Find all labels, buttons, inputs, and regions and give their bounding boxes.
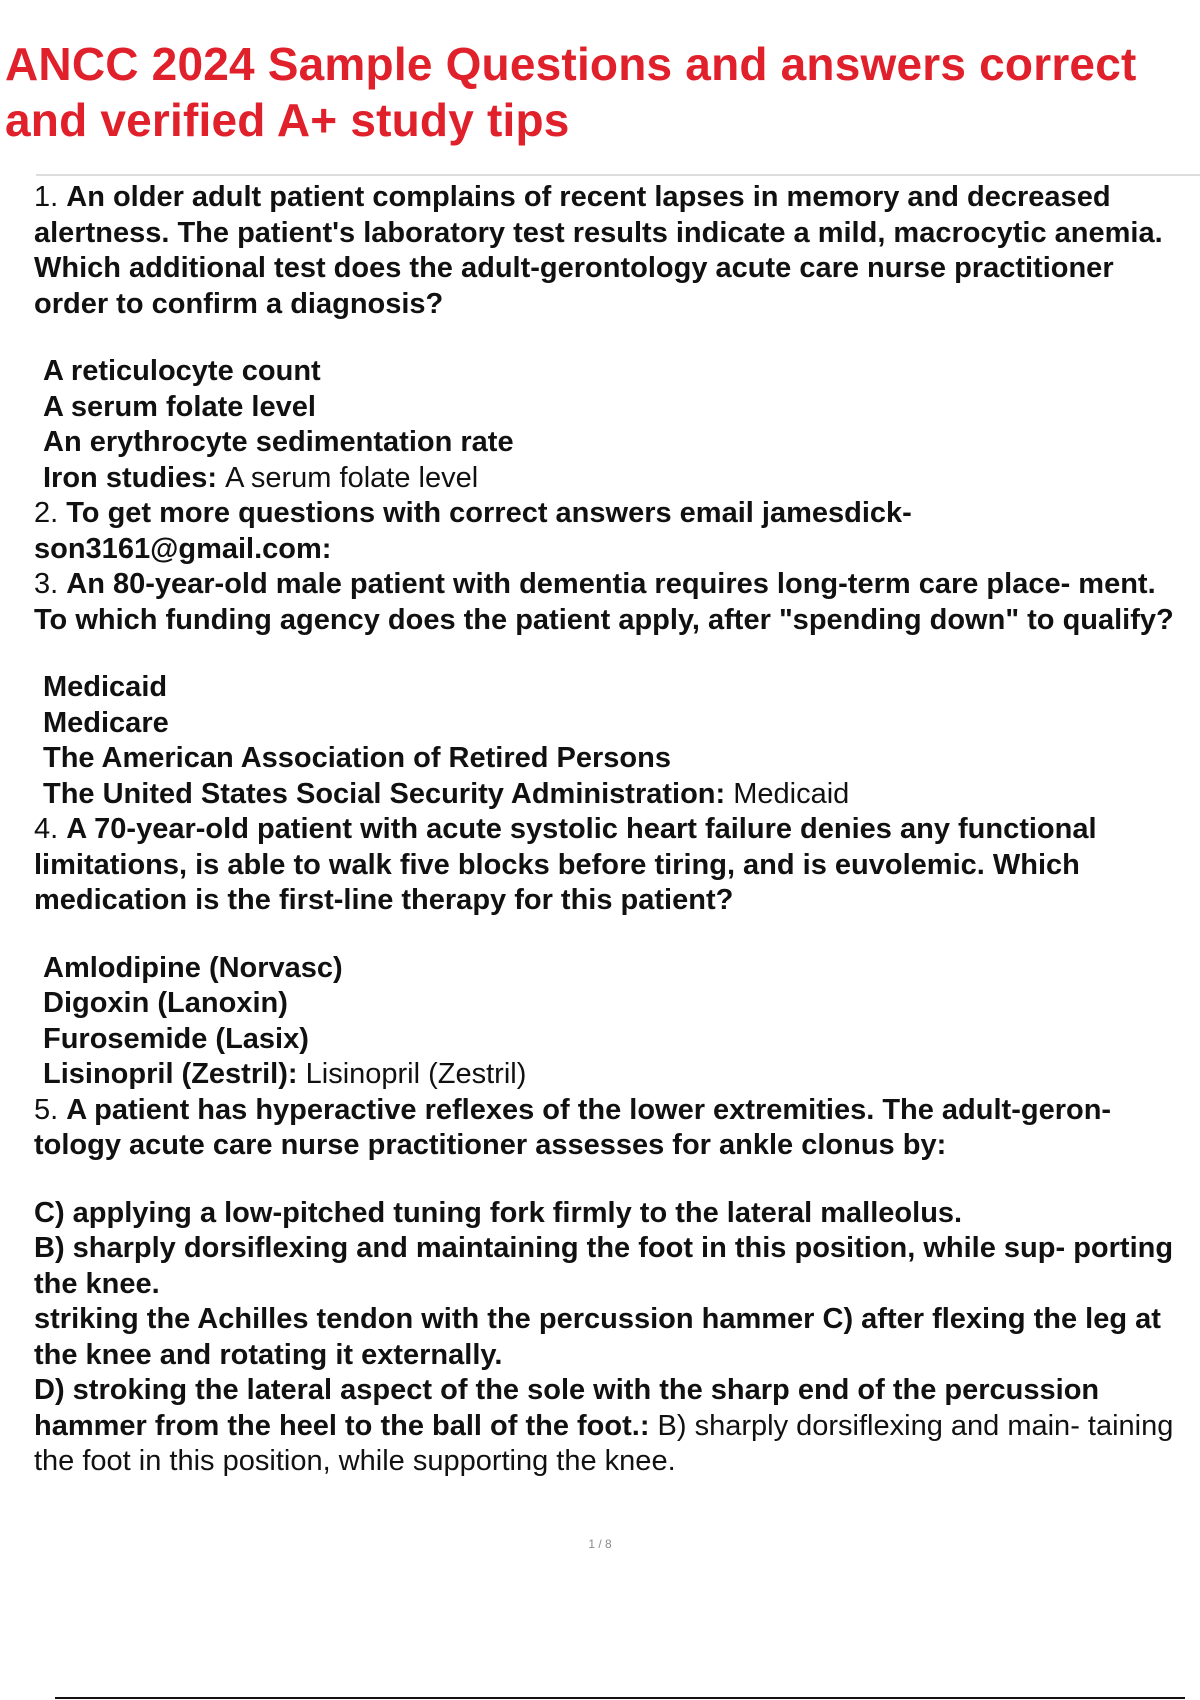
- title-divider: [36, 174, 1200, 176]
- question-number: 3.: [34, 568, 59, 600]
- answer-option: A serum folate level: [43, 390, 316, 423]
- answer-option-last: [43, 461, 1194, 497]
- answer-option-last: [43, 1057, 1194, 1093]
- answer-option: C) applying a low-pitched tuning fork firmly to the lateral malleolus.: [34, 1196, 963, 1229]
- answer-option-last: [43, 777, 1194, 813]
- answer-option: A reticulocyte count: [43, 355, 321, 387]
- answer-option: Furosemide (Lasix): [43, 1022, 309, 1055]
- question-1: [34, 180, 1194, 322]
- page-bottom-rule: [55, 1697, 1185, 1699]
- document-title: ANCC 2024 Sample Questions and answers correct and verified A+ study tips: [5, 38, 1137, 146]
- question-number: 2.: [34, 497, 59, 529]
- page-indicator: 1 / 8: [588, 1537, 612, 1551]
- document-body: [34, 180, 1194, 1480]
- question-number: 1.: [34, 181, 59, 213]
- question-text: A 70-year-old patient with acute systolic heart failure denies any functional limitations, is able to walk five blocks before tiring, and is euvolemic. Which medication is the first-line therapy for this patient?: [34, 813, 1097, 916]
- question-number: 5.: [34, 1093, 59, 1126]
- answer-option: Medicaid: [43, 671, 168, 703]
- answer-option: B) sharply dorsiflexing and maintaining the foot in this position, while sup- porting the knee.: [34, 1232, 1174, 1300]
- answer-option: striking the Achilles tendon with the percussion hammer C) after flexing the leg at the knee and rotating it externally.: [34, 1303, 1161, 1371]
- question-2: [34, 496, 1194, 567]
- option-text: The United States Social Security Administration:: [43, 777, 726, 810]
- option-text: Iron studies:: [43, 461, 218, 494]
- correct-answer: Medicaid: [733, 777, 850, 810]
- answer-option: The American Association of Retired Persons: [43, 742, 671, 774]
- question-3: [34, 567, 1194, 638]
- option-text: Lisinopril (Zestril):: [43, 1058, 298, 1090]
- correct-answer: B) sharply dorsiflexing and main- taining the foot in this position, while supporting the knee.: [34, 1409, 1174, 1477]
- correct-answer: A serum folate level: [225, 461, 479, 494]
- question-4: [34, 812, 1194, 919]
- answer-option: Amlodipine (Norvasc): [43, 951, 343, 984]
- question-number: 4.: [34, 813, 59, 845]
- question-5: [34, 1093, 1194, 1164]
- email-promo-text: To get more questions with correct answers email jamesdick- son3161@gmail.com:: [34, 497, 912, 565]
- option-text: D) stroking the lateral aspect of the sole with the sharp end of the percussion hammer from the heel to the ball of the foot.:: [34, 1374, 1100, 1442]
- question-text: An older adult patient complains of recent lapses in memory and decreased alertness. The patient's laboratory test results indicate a mild, macrocytic anemia. Which additional test does the adult-gerontology acute care nurse practitioner order to confirm a diagnosis?: [34, 181, 1163, 320]
- answer-option-last: [34, 1373, 1194, 1480]
- correct-answer: Lisinopril (Zestril): [305, 1058, 527, 1090]
- answer-option: Digoxin (Lanoxin): [43, 987, 288, 1019]
- answer-option: Medicare: [43, 706, 169, 739]
- question-text: An 80-year-old male patient with dementia requires long-term care place- ment. To which funding agency does the patient apply, after "spending down" to qualify?: [34, 568, 1174, 636]
- answer-option: An erythrocyte sedimentation rate: [43, 426, 514, 458]
- question-text: A patient has hyperactive reflexes of the lower extremities. The adult-geron- tology acute care nurse practitioner assesses for ankle clonus by:: [34, 1093, 1112, 1161]
